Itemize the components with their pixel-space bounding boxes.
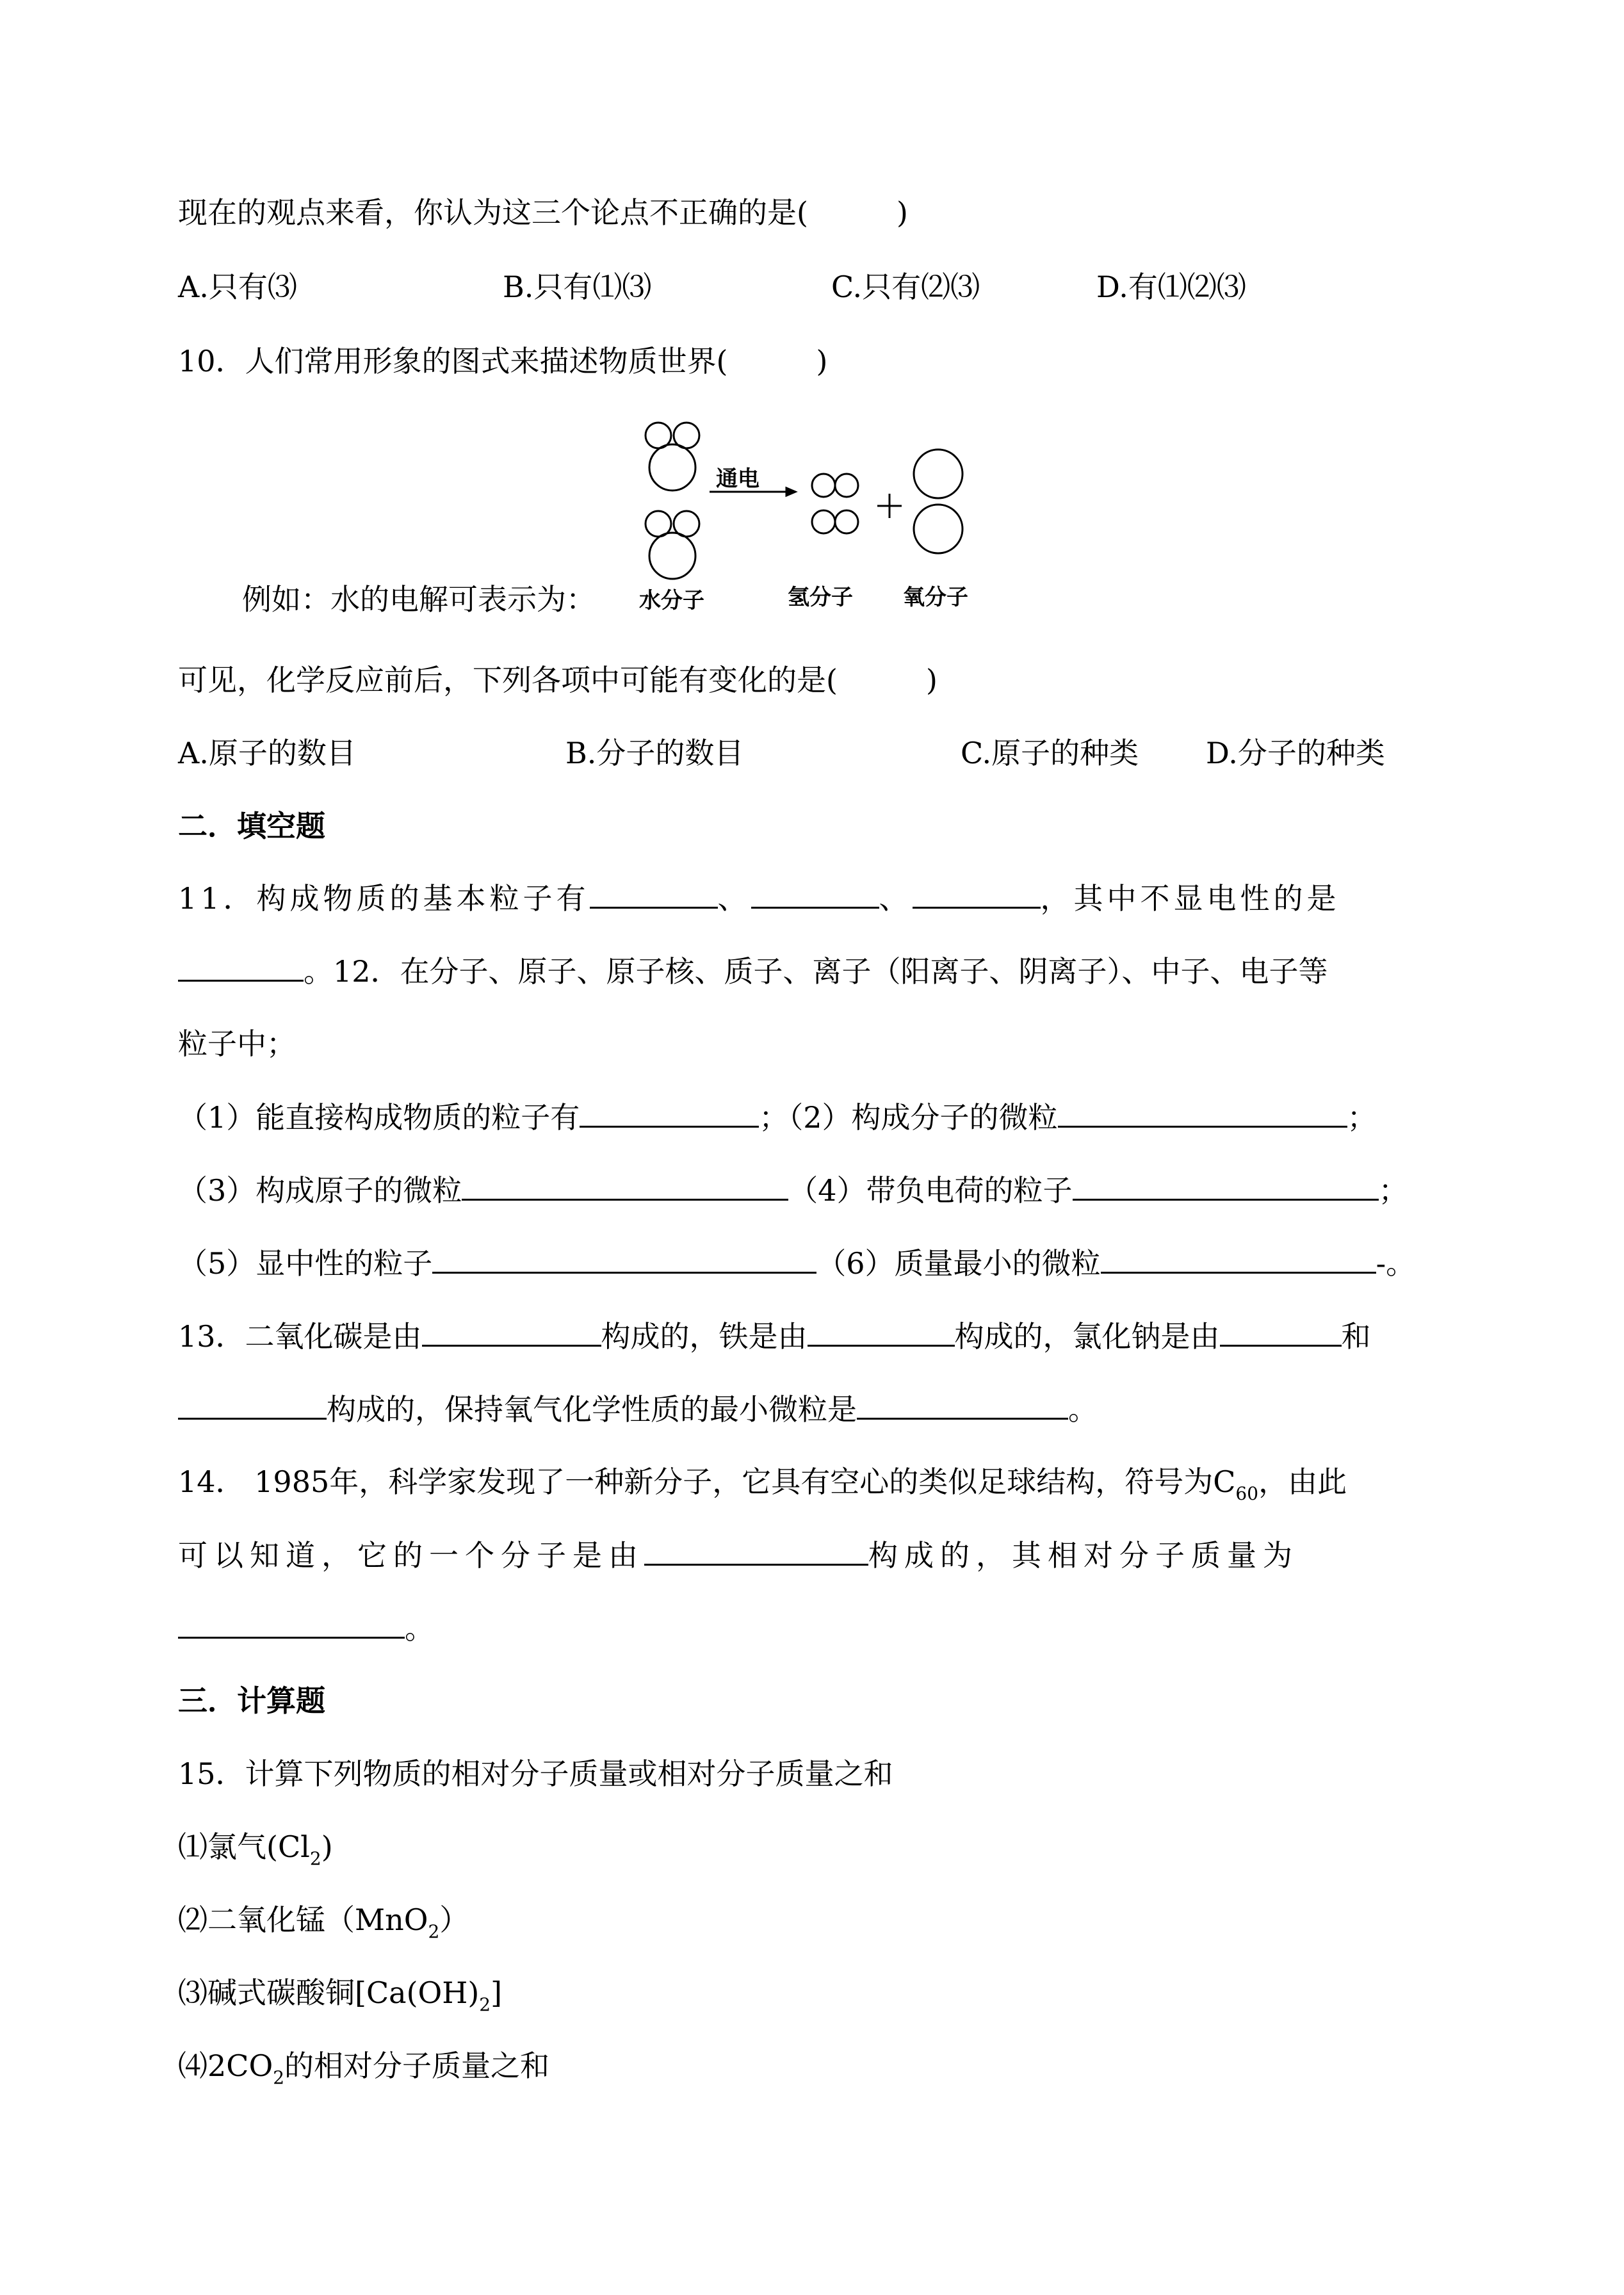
q12-part6: （6）质量最小的微粒 [816,1246,1101,1281]
blank [808,1317,955,1347]
label-oxygen-molecule: 氧分子 [903,585,968,610]
q12-part4: （4）带负电荷的粒子 [788,1173,1073,1208]
q12-part5: （5）显中性的粒子 [178,1246,433,1281]
blank [178,1609,405,1639]
q11-line2 [178,952,1328,991]
q14-text-b: 可以知道，它的一个分子是由 [178,1538,644,1573]
q15-item3-end: ] [491,1975,503,2010]
q13-text-e: 构成的，保持氧气化学性质的最小微粒是 [327,1392,857,1427]
q12-intro: 。12．在分子、原子、原子核、质子、离子（阳离子、阴离子）、中子、电子等 [304,954,1328,989]
q15-item2-end: ） [439,1902,469,1937]
blank [580,1098,759,1128]
q10-stem: 10．人们常用形象的图式来描述物质世界( ) [178,344,828,378]
q15-item4 [178,2047,549,2089]
q12-semicolon: ； [1378,1173,1408,1208]
blank [644,1536,868,1566]
q11-sep: 、 [879,881,913,916]
q12-line3: 粒子中； [178,1026,296,1061]
q14-line1 [178,1463,1347,1505]
q13-text-b: 构成的，铁是由 [601,1319,808,1354]
q15-stem: 15．计算下列物质的相对分子质量或相对分子质量之和 [178,1756,893,1791]
q12-part3: （3）构成原子的微粒 [178,1173,462,1208]
q10-option-a: A.原子的数目 [178,736,356,770]
q14-text-a-end: ，由此 [1258,1464,1347,1499]
q14-line2 [178,1536,1299,1575]
q12-parts-5-6 [178,1244,1415,1283]
q12-semicolon: ； [1347,1100,1377,1135]
q9-option-d: D.有⑴⑵⑶ [1096,270,1246,304]
q11-sep: 、 [717,881,751,916]
q11-text-a: 11．构成物质的基本粒子有 [178,881,590,916]
q10-example: 例如：水的电解可表示为： [242,582,596,617]
q11-text-b: ，其中不显电性的是 [1040,881,1340,916]
q14-text-c: 构成的，其相对分子质量为 [868,1538,1299,1573]
q10-option-c: C.原子的种类 [961,736,1139,770]
subscript: 2 [309,1848,321,1869]
q12-part1: （1）能直接构成物质的粒子有 [178,1100,580,1135]
section-heading-calculation: 三．计算题 [178,1683,325,1718]
label-water-molecule: 水分子 [639,588,704,613]
q13-line2 [178,1390,1098,1429]
q9-option-c: C.只有⑵⑶ [831,270,980,304]
hydrogen-molecule-icon [812,510,858,533]
q15-item1 [178,1828,333,1870]
q15-item4-text: ⑷2CO [178,2048,273,2083]
q14-line3 [178,1609,434,1648]
q12-part2: ；（2）构成分子的微粒 [759,1100,1058,1135]
q15-item2 [178,1901,469,1943]
blank [1058,1098,1347,1128]
q13-text-c: 构成的，氯化钠是由 [954,1319,1220,1354]
q12-parts-1-2 [178,1098,1377,1137]
q14-text-a: 14． 1985年，科学家发现了一种新分子，它具有空心的类似足球结构，符号为C [178,1464,1236,1499]
q9-option-b: B.只有⑴⑶ [503,270,652,304]
q15-item2-text: ⑵二氧化锰（MnO [178,1902,428,1937]
hydrogen-molecule-icon [812,474,858,497]
blank [178,952,304,982]
subscript: 2 [479,1994,491,2015]
blank [857,1390,1068,1420]
label-hydrogen-molecule: 氢分子 [788,585,853,610]
water-molecule-icon [646,511,699,579]
q9-stem: 现在的观点来看，你认为这三个论点不正确的是( ) [178,195,908,230]
q10-option-b: B.分子的数目 [565,736,744,770]
q15-item1-text: ⑴氯气(Cl [178,1829,310,1864]
blank [590,879,718,909]
q15-item3 [178,1974,502,2016]
electrolysis-diagram [634,410,993,621]
water-molecule-icon [646,423,699,491]
blank [1101,1244,1376,1274]
blank [178,1390,327,1420]
blank [462,1171,788,1201]
blank [1220,1317,1342,1347]
q15-item4-end: 的相对分子质量之和 [284,2048,550,2083]
q15-item1-end: ) [321,1829,333,1864]
blank [422,1317,601,1347]
q14-subscript: 60 [1235,1483,1259,1504]
q14-text-d: 。 [405,1611,434,1646]
q10-question: 可见，化学反应前后，下列各项中可能有变化的是( ) [178,663,938,697]
section-heading-fill-in: 二．填空题 [178,809,325,843]
blank [913,879,1041,909]
blank [432,1244,816,1274]
q13-line1 [178,1317,1371,1356]
q13-text-f: 。 [1068,1392,1098,1427]
q12-parts-3-4 [178,1171,1408,1210]
q9-option-a: A.只有⑶ [178,270,297,304]
blank [751,879,879,909]
subscript: 2 [273,2067,285,2088]
q13-text-d: 和 [1341,1319,1371,1354]
q12-end: -。 [1376,1246,1416,1281]
arrow-label: 通电 [716,466,759,492]
q15-item3-text: ⑶碱式碳酸铜[Ca(OH) [178,1975,480,2010]
oxygen-molecule-icon [914,450,962,553]
q11-line1 [178,879,1340,918]
plus-icon [877,494,902,518]
subscript: 2 [428,1921,440,1942]
q13-text-a: 13．二氧化碳是由 [178,1319,422,1354]
blank [1073,1171,1379,1201]
q10-option-d: D.分子的种类 [1206,736,1385,770]
